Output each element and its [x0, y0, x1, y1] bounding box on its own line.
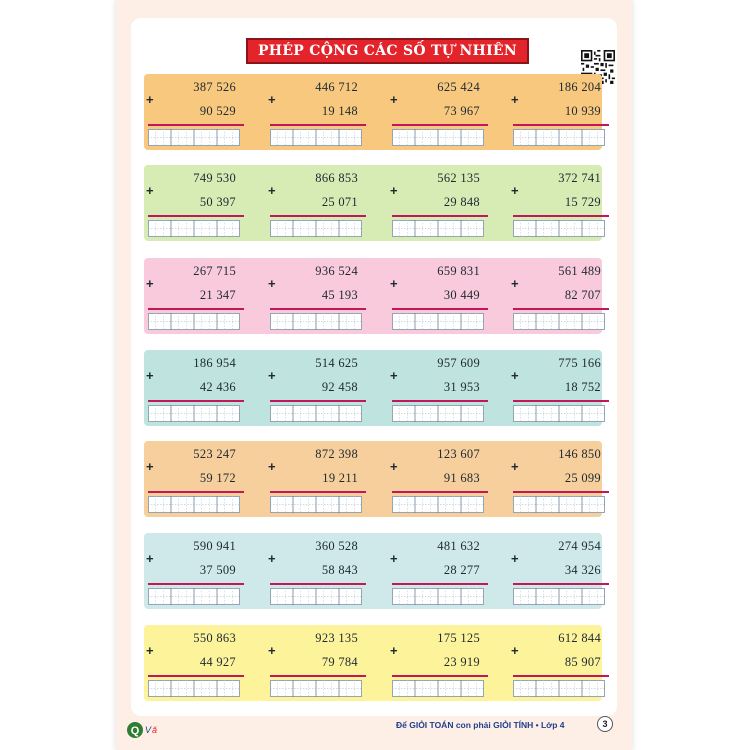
page [116, 0, 632, 750]
plus-sign: + [146, 92, 154, 107]
addition-problem [509, 625, 619, 701]
exercise-row [144, 74, 602, 150]
addition-problem [266, 441, 376, 517]
addend-bottom: 73 967 [443, 104, 480, 118]
addition-problem [144, 441, 254, 517]
plus-sign: + [390, 551, 398, 566]
plus-sign: + [268, 643, 276, 658]
sum-line [148, 675, 244, 677]
addition-problem [144, 350, 254, 426]
addend-top: 186 954 [193, 356, 236, 370]
answer-grid[interactable] [270, 313, 362, 330]
answer-grid[interactable] [270, 588, 362, 605]
addend-top: 957 609 [437, 356, 480, 370]
addend-top: 561 489 [558, 264, 601, 278]
answer-grid[interactable] [148, 313, 240, 330]
addend-bottom: 15 729 [564, 195, 601, 209]
addend-top: 866 853 [315, 171, 358, 185]
answer-grid[interactable] [392, 129, 484, 146]
addend-top: 146 850 [558, 447, 601, 461]
addition-problem [388, 533, 498, 609]
exercise-row [144, 165, 602, 241]
addend-bottom: 25 071 [321, 195, 358, 209]
addend-top: 562 135 [437, 171, 480, 185]
sum-line [392, 215, 488, 217]
addend-top: 446 712 [315, 80, 358, 94]
addition-problem [509, 258, 619, 334]
sum-line [513, 124, 609, 126]
answer-grid[interactable] [513, 496, 605, 513]
sum-line [148, 215, 244, 217]
addend-bottom: 21 347 [199, 288, 236, 302]
addend-bottom: 92 458 [321, 380, 358, 394]
sum-line [513, 400, 609, 402]
answer-grid[interactable] [392, 680, 484, 697]
addend-bottom: 82 707 [564, 288, 601, 302]
addend-bottom: 28 277 [443, 563, 480, 577]
addend-top: 123 607 [437, 447, 480, 461]
addend-bottom: 31 953 [443, 380, 480, 394]
plus-sign: + [511, 643, 519, 658]
addend-top: 612 844 [558, 631, 601, 645]
plus-sign: + [511, 276, 519, 291]
plus-sign: + [146, 368, 154, 383]
answer-grid[interactable] [513, 129, 605, 146]
addition-problem [388, 165, 498, 241]
addition-problem [388, 625, 498, 701]
addend-bottom: 79 784 [321, 655, 358, 669]
answer-grid[interactable] [392, 220, 484, 237]
sum-line [392, 583, 488, 585]
sum-line [392, 491, 488, 493]
svg-text:ă: ă [152, 725, 158, 735]
answer-grid[interactable] [513, 680, 605, 697]
addend-top: 550 863 [193, 631, 236, 645]
addition-problem [388, 74, 498, 150]
addend-bottom: 50 397 [199, 195, 236, 209]
plus-sign: + [146, 459, 154, 474]
addend-top: 267 715 [193, 264, 236, 278]
addend-top: 387 526 [193, 80, 236, 94]
addition-problem [509, 350, 619, 426]
sum-line [270, 583, 366, 585]
addend-top: 360 528 [315, 539, 358, 553]
addition-problem [144, 625, 254, 701]
answer-grid[interactable] [148, 680, 240, 697]
addition-problem [388, 258, 498, 334]
answer-grid[interactable] [148, 588, 240, 605]
addend-bottom: 30 449 [443, 288, 480, 302]
answer-grid[interactable] [392, 588, 484, 605]
sum-line [392, 124, 488, 126]
plus-sign: + [390, 276, 398, 291]
addend-bottom: 90 529 [199, 104, 236, 118]
addend-bottom: 58 843 [321, 563, 358, 577]
addition-problem [144, 165, 254, 241]
exercise-row [144, 441, 602, 517]
sum-line [513, 215, 609, 217]
sum-line [148, 124, 244, 126]
plus-sign: + [390, 92, 398, 107]
sum-line [148, 308, 244, 310]
plus-sign: + [146, 183, 154, 198]
addend-top: 775 166 [558, 356, 601, 370]
addend-bottom: 34 326 [564, 563, 601, 577]
addition-problem [509, 74, 619, 150]
addend-bottom: 42 436 [199, 380, 236, 394]
addend-top: 186 204 [558, 80, 601, 94]
plus-sign: + [390, 643, 398, 658]
sum-line [392, 400, 488, 402]
plus-sign: + [146, 643, 154, 658]
addend-top: 175 125 [437, 631, 480, 645]
plus-sign: + [390, 183, 398, 198]
plus-sign: + [268, 368, 276, 383]
addition-problem [388, 441, 498, 517]
page-title: PHÉP CỘNG CÁC SỐ TỰ NHIÊN [246, 38, 529, 64]
plus-sign: + [390, 368, 398, 383]
answer-grid[interactable] [148, 405, 240, 422]
addend-top: 872 398 [315, 447, 358, 461]
sum-line [270, 400, 366, 402]
answer-grid[interactable] [513, 313, 605, 330]
sum-line [148, 400, 244, 402]
answer-grid[interactable] [148, 220, 240, 237]
answer-grid[interactable] [392, 313, 484, 330]
sum-line [513, 308, 609, 310]
addend-top: 625 424 [437, 80, 480, 94]
plus-sign: + [511, 183, 519, 198]
answer-grid[interactable] [270, 680, 362, 697]
answer-grid[interactable] [513, 588, 605, 605]
footer-slogan: Để GIỎI TOÁN con phải GIỎI TÍNH • Lớp 4 [396, 720, 565, 730]
sum-line [513, 583, 609, 585]
addition-problem [509, 533, 619, 609]
sum-line [392, 675, 488, 677]
exercise-row [144, 350, 602, 426]
answer-grid[interactable] [270, 220, 362, 237]
exercise-row [144, 533, 602, 609]
answer-grid[interactable] [148, 496, 240, 513]
answer-grid[interactable] [148, 129, 240, 146]
addend-top: 274 954 [558, 539, 601, 553]
addend-bottom: 18 752 [564, 380, 601, 394]
addend-top: 523 247 [193, 447, 236, 461]
addition-problem [266, 74, 376, 150]
addition-problem [144, 533, 254, 609]
addition-problem [266, 165, 376, 241]
publisher-logo [126, 718, 170, 742]
addend-bottom: 29 848 [443, 195, 480, 209]
sum-line [270, 124, 366, 126]
addition-problem [509, 441, 619, 517]
plus-sign: + [268, 551, 276, 566]
addition-problem [388, 350, 498, 426]
addend-top: 923 135 [315, 631, 358, 645]
answer-grid[interactable] [513, 405, 605, 422]
answer-grid[interactable] [392, 496, 484, 513]
answer-grid[interactable] [270, 405, 362, 422]
plus-sign: + [268, 276, 276, 291]
addend-top: 749 530 [193, 171, 236, 185]
svg-text:Q: Q [130, 725, 140, 737]
addend-bottom: 10 939 [564, 104, 601, 118]
addend-bottom: 59 172 [199, 471, 236, 485]
sum-line [270, 215, 366, 217]
addition-problem [144, 258, 254, 334]
plus-sign: + [268, 459, 276, 474]
addend-bottom: 91 683 [443, 471, 480, 485]
addend-bottom: 19 211 [322, 471, 358, 485]
addend-top: 659 831 [437, 264, 480, 278]
plus-sign: + [268, 92, 276, 107]
answer-grid[interactable] [513, 220, 605, 237]
addend-top: 372 741 [558, 171, 601, 185]
addend-bottom: 23 919 [443, 655, 480, 669]
sum-line [148, 583, 244, 585]
plus-sign: + [511, 551, 519, 566]
addend-top: 514 625 [315, 356, 358, 370]
addend-bottom: 19 148 [321, 104, 358, 118]
addition-problem [266, 625, 376, 701]
plus-sign: + [511, 92, 519, 107]
addend-top: 481 632 [437, 539, 480, 553]
plus-sign: + [390, 459, 398, 474]
sum-line [270, 491, 366, 493]
plus-sign: + [511, 368, 519, 383]
plus-sign: + [511, 459, 519, 474]
plus-sign: + [146, 276, 154, 291]
addend-bottom: 25 099 [564, 471, 601, 485]
addition-problem [144, 74, 254, 150]
addend-bottom: 37 509 [199, 563, 236, 577]
answer-grid[interactable] [392, 405, 484, 422]
sum-line [270, 675, 366, 677]
plus-sign: + [268, 183, 276, 198]
sum-line [148, 491, 244, 493]
exercise-row [144, 625, 602, 701]
addend-bottom: 85 907 [564, 655, 601, 669]
addition-problem [266, 350, 376, 426]
addend-top: 590 941 [193, 539, 236, 553]
sum-line [392, 308, 488, 310]
addend-bottom: 45 193 [321, 288, 358, 302]
plus-sign: + [146, 551, 154, 566]
svg-text:V: V [145, 725, 152, 735]
answer-grid[interactable] [270, 496, 362, 513]
sum-line [513, 491, 609, 493]
addition-problem [266, 533, 376, 609]
addition-problem [266, 258, 376, 334]
page-number: 3 [597, 716, 613, 732]
addition-problem [509, 165, 619, 241]
addend-top: 936 524 [315, 264, 358, 278]
sum-line [513, 675, 609, 677]
addend-bottom: 44 927 [199, 655, 236, 669]
sum-line [270, 308, 366, 310]
answer-grid[interactable] [270, 129, 362, 146]
exercise-row [144, 258, 602, 334]
